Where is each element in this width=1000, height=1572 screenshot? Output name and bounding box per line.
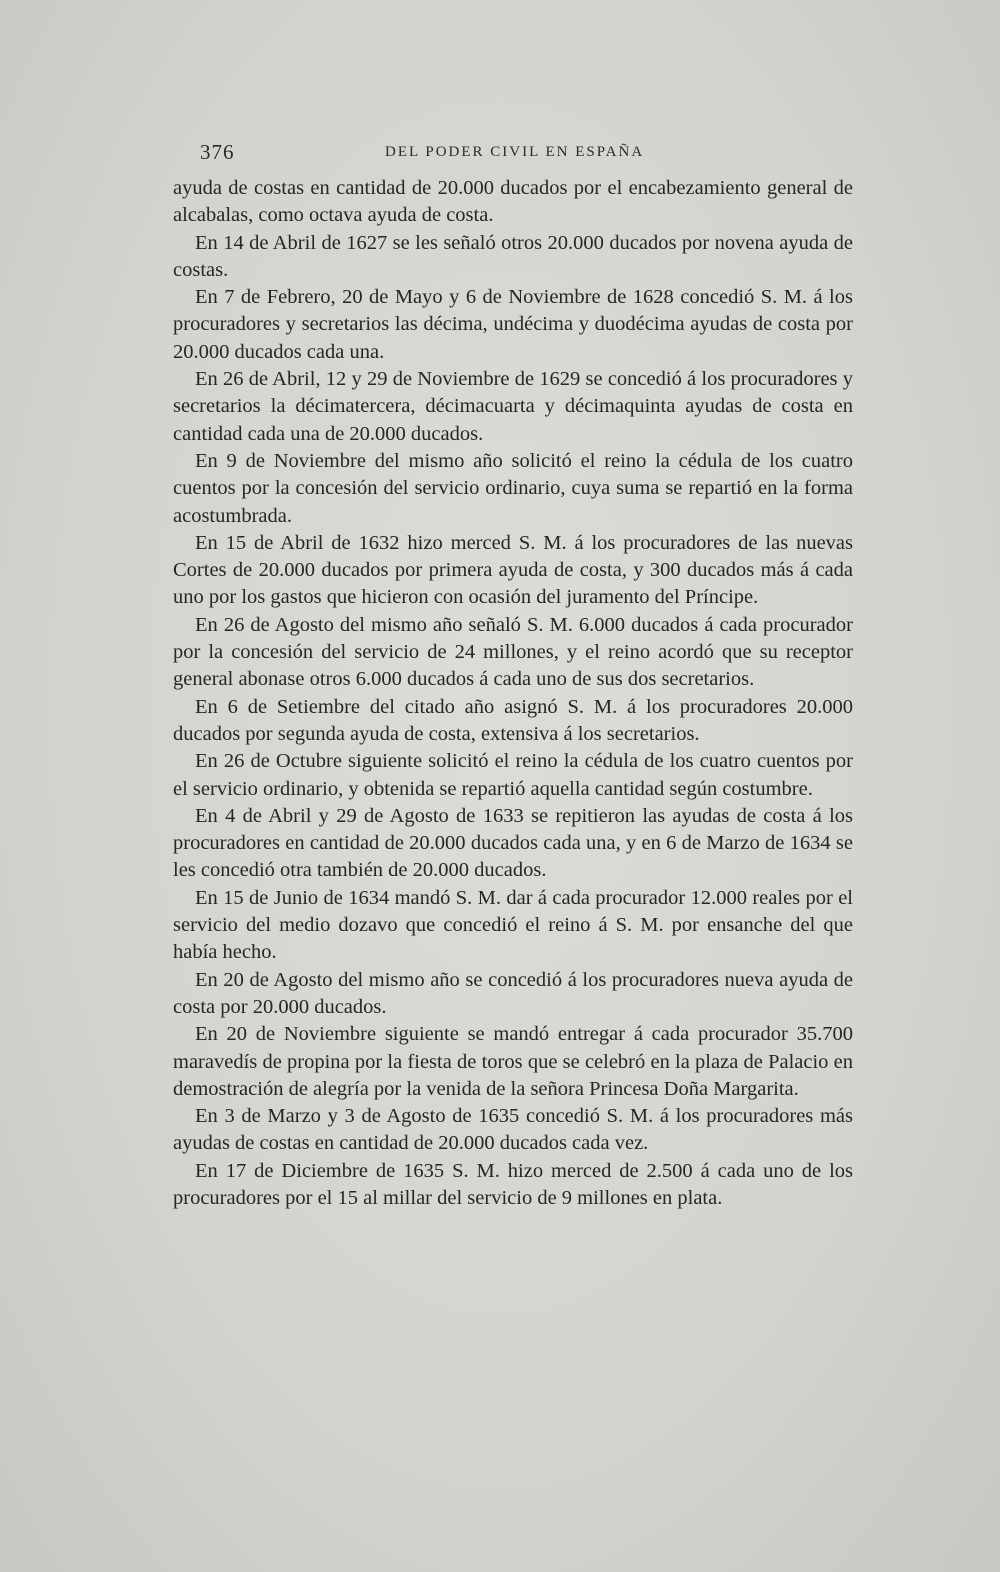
paragraph: En 26 de Octubre siguiente solicitó el reino la cédula de los cuatro cuentos por el servicio ordinario, y obtenida se repartió aquella cantidad según costumbre. bbox=[173, 750, 853, 800]
paragraph: En 7 de Febrero, 20 de Mayo y 6 de Noviembre de 1628 concedió S. M. á los procuradores y secretarios las décima, undécima y duodécima ayudas de costa por 20.000 ducados cada una. bbox=[173, 286, 853, 363]
paragraph: En 9 de Noviembre del mismo año solicitó el reino la cédula de los cuatro cuentos por la concesión del servicio ordinario, cuya suma se repartió en la forma acostumbrada. bbox=[173, 449, 853, 527]
paragraph: En 15 de Abril de 1632 hizo merced S. M. á los procuradores de las nuevas Cortes de 20.000 ducados por primera ayuda de costa, y 300 ducados más á cada uno por los gastos que hicieron con ocasión del juramento del Príncipe. bbox=[173, 531, 853, 609]
paragraph: En 6 de Setiembre del citado año asignó S. M. á los procuradores 20.000 ducados por segunda ayuda de costa, extensiva á los secretarios. bbox=[173, 695, 853, 745]
paragraph: En 20 de Noviembre siguiente se mandó entregar á cada procurador 35.700 maravedís de propina por la fiesta de toros que se celebró en la plaza de Palacio en demostración de alegría por la venida de la señora Princesa Doña Margarita. bbox=[173, 1023, 853, 1100]
paragraph: En 26 de Abril, 12 y 29 de Noviembre de 1629 se concedió á los procuradores y secretarios la décimatercera, décimacuarta y décimaquinta ayudas de costa en cantidad cada una de 20.000 ducados. bbox=[173, 368, 853, 445]
paragraph: En 15 de Junio de 1634 mandó S. M. dar á cada procurador 12.000 reales por el servicio del medio dozavo que concedió el reino á S. M. por ensanche del que había hecho. bbox=[173, 886, 853, 964]
paragraph: En 26 de Agosto del mismo año señaló S. M. 6.000 ducados á cada procurador por la concesión del servicio de 24 millones, y el reino acordó que su receptor general abonase otros 6.000 ducados á cada uno de sus dos secretarios. bbox=[173, 613, 853, 691]
paragraph: ayuda de costas en cantidad de 20.000 ducados por el encabezamiento general de alcabalas, como octava ayuda de costa. bbox=[173, 177, 853, 227]
running-head: DEL PODER CIVIL EN ESPAÑA bbox=[385, 144, 645, 160]
paragraph: En 17 de Diciembre de 1635 S. M. hizo merced de 2.500 á cada uno de los procuradores por el 15 al millar del servicio de 9 millones en plata. bbox=[173, 1159, 853, 1209]
paragraph: En 4 de Abril y 29 de Agosto de 1633 se repitieron las ayudas de costa á los procuradores en cantidad de 20.000 ducados cada una, y en 6 de Marzo de 1634 se les concedió otra también de 20.000 ducados. bbox=[173, 804, 853, 882]
body-text bbox=[173, 175, 853, 1212]
paragraph: En 3 de Marzo y 3 de Agosto de 1635 concedió S. M. á los procuradores más ayudas de costas en cantidad de 20.000 ducados cada vez. bbox=[173, 1105, 853, 1155]
page-number: 376 bbox=[200, 140, 235, 164]
paragraph: En 14 de Abril de 1627 se les señaló otros 20.000 ducados por novena ayuda de costas. bbox=[173, 231, 853, 281]
page-header bbox=[200, 140, 848, 170]
paragraph: En 20 de Agosto del mismo año se concedió á los procuradores nueva ayuda de costa por 20.000 ducados. bbox=[173, 968, 853, 1018]
